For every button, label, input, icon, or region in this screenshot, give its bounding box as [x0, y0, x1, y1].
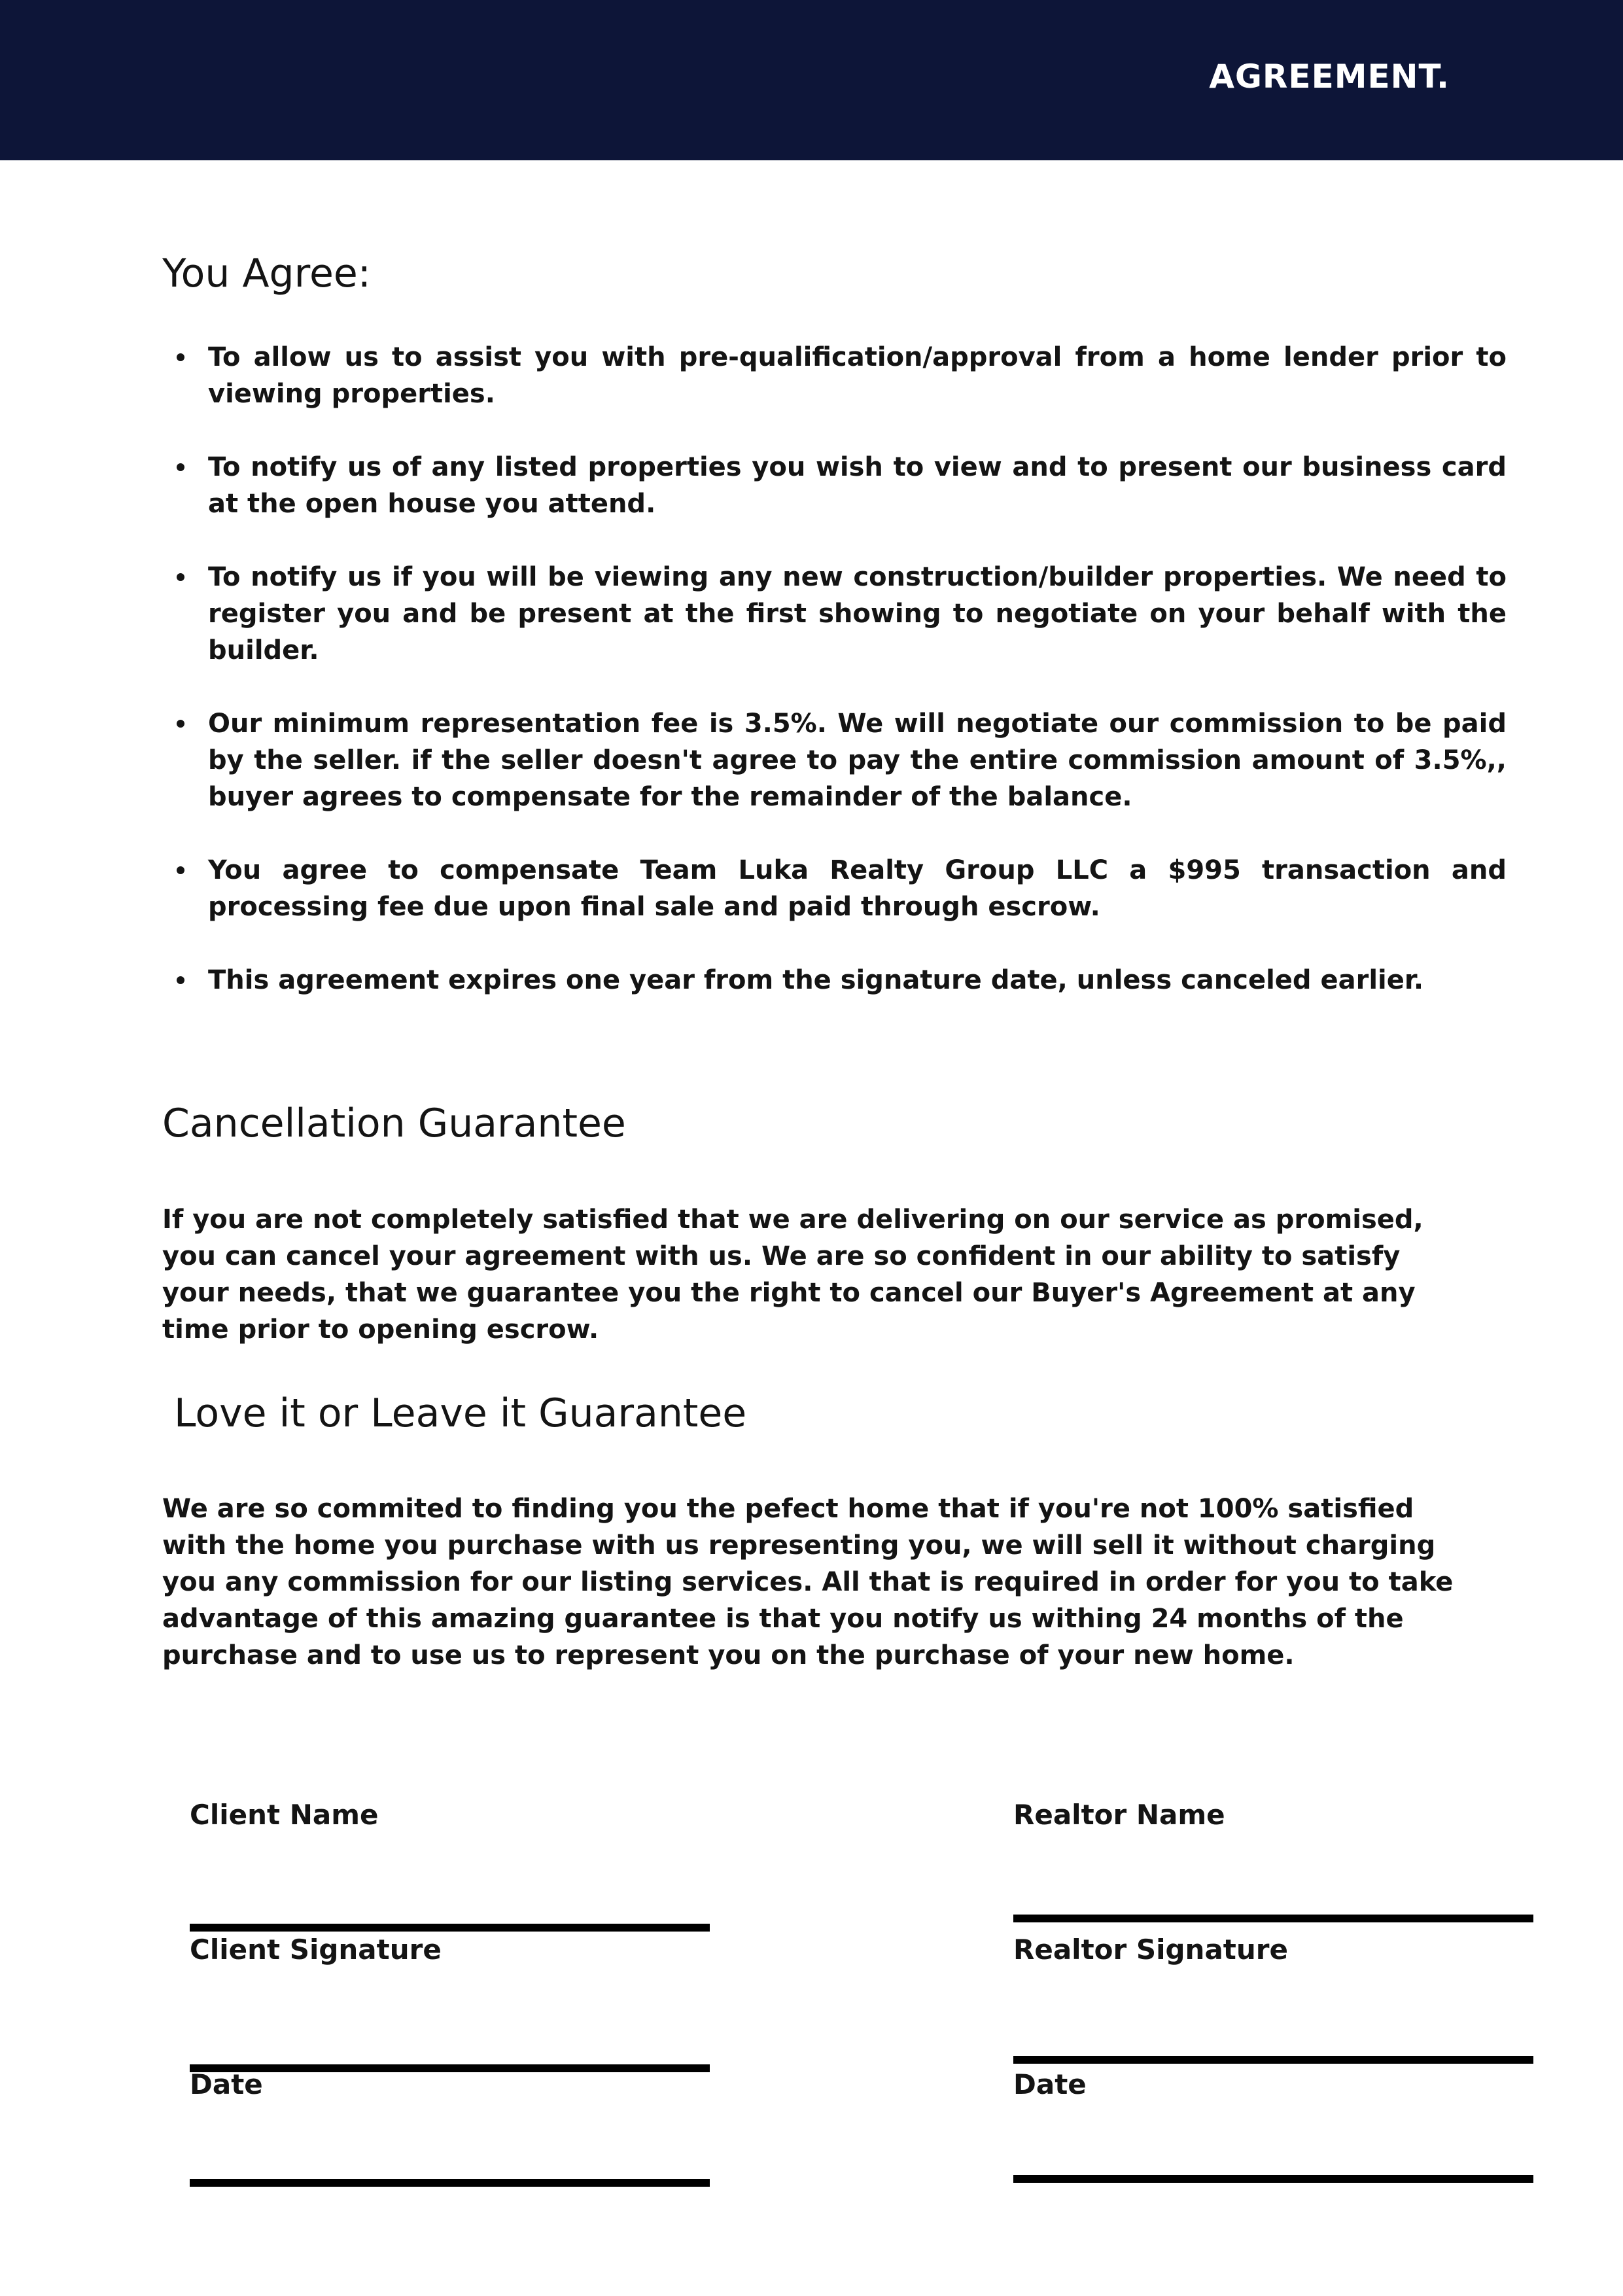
you-agree-heading: You Agree:: [162, 251, 372, 296]
list-item: This agreement expires one year from the signature date, unless canceled earlier.: [208, 962, 1507, 998]
realtor-date-line[interactable]: [1013, 2175, 1533, 2183]
list-item: To allow us to assist you with pre-qualification/approval from a home lender prior to viewing properties.: [208, 339, 1507, 412]
cancellation-guarantee-heading: Cancellation Guarantee: [162, 1101, 626, 1146]
list-item: You agree to compensate Team Luka Realty Group LLC a $995 transaction and processing fee due upon final sale and paid through escrow.: [208, 852, 1507, 925]
realtor-date-label: Date: [1013, 2068, 1087, 2100]
client-date-label: Date: [190, 2068, 263, 2100]
realtor-name-line[interactable]: [1013, 1915, 1533, 1922]
document-title: AGREEMENT.: [1209, 58, 1450, 96]
agreement-terms-list: [162, 339, 1507, 1035]
client-name-label: Client Name: [190, 1799, 379, 1831]
client-signature-line[interactable]: [190, 2064, 710, 2072]
list-item: Our minimum representation fee is 3.5%. We will negotiate our commission to be paid by the seller. if the seller doesn't agree to pay the entire commission amount of 3.5%,, buyer agrees to compensate for the remainder of the balance.: [208, 705, 1507, 815]
header-band: [0, 0, 1623, 160]
list-item: To notify us of any listed properties you wish to view and to present our business card at the open house you attend.: [208, 449, 1507, 522]
client-signature-label: Client Signature: [190, 1934, 442, 1966]
love-it-guarantee-heading: Love it or Leave it Guarantee: [174, 1390, 747, 1436]
list-item: To notify us if you will be viewing any new construction/builder properties. We need to register you and be present at the first showing to negotiate on your behalf with the builder.: [208, 559, 1507, 669]
realtor-name-label: Realtor Name: [1013, 1799, 1225, 1831]
client-name-line[interactable]: [190, 1924, 710, 1932]
realtor-signature-label: Realtor Signature: [1013, 1934, 1288, 1966]
love-it-guarantee-text: We are so commited to finding you the pefect home that if you're not 100% satisfied with the home you purchase with us representing you, we will sell it without charging you any commission for our listing services. All that is required in order for you to take advantage of this amazing guarantee is that you notify us withing 24 months of the purchase and to use us to represent you on the purchase of your new home.: [162, 1494, 1454, 1670]
client-date-line[interactable]: [190, 2179, 710, 2187]
realtor-signature-line[interactable]: [1013, 2056, 1533, 2064]
cancellation-guarantee-text: If you are not completely satisfied that we are delivering on our service as promised, you can cancel your agreement with us. We are so confident in our ability to satisfy your needs, that we guarantee you the right to cancel our Buyer's Agreement at any time prior to opening escrow.: [162, 1205, 1423, 1345]
